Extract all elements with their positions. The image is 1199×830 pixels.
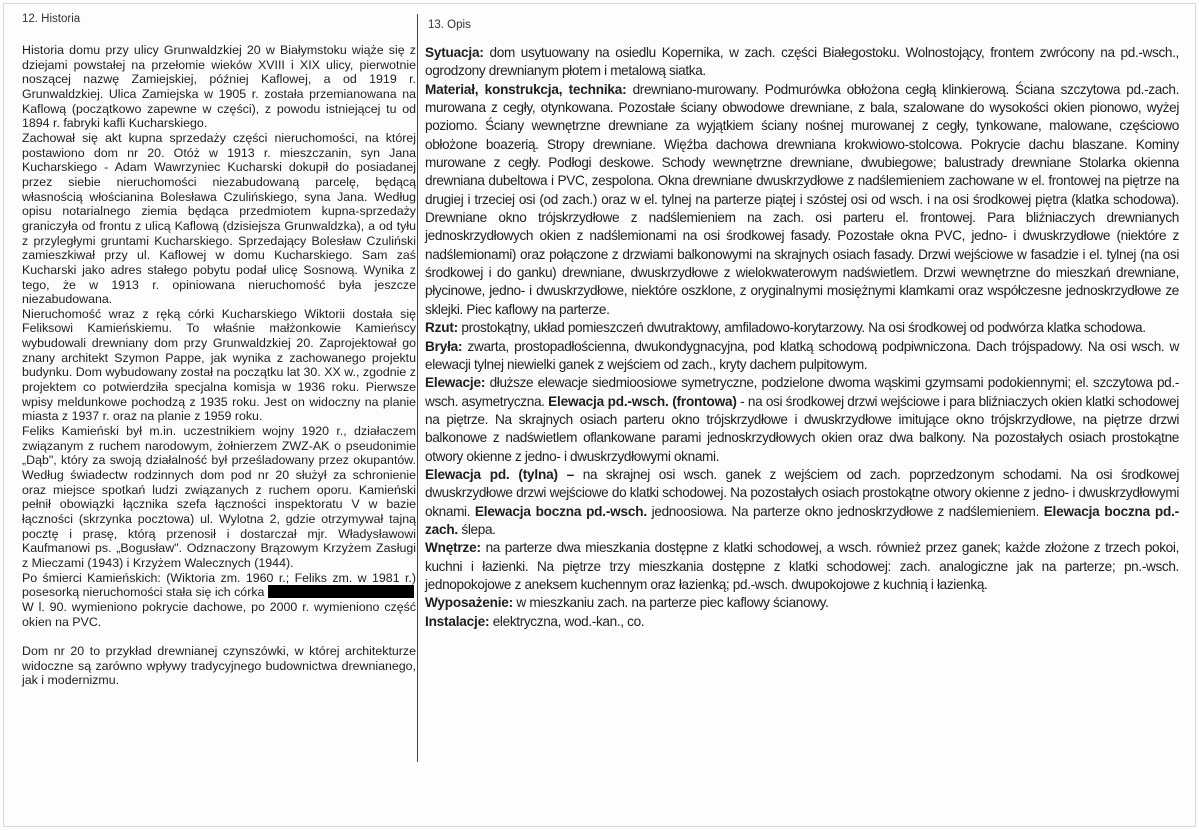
history-paragraph: Feliks Kamieński był m.in. uczestnikiem wojny 1920 r., działaczem związanym z ruchem narodowym, żołnierzem ZWZ-AK o pseudonimie „Dąb", który za swoją działalność był prześladowany przez okupantów. Według świadectw rodzinnych dom pod nr 20 służył za schronienie oraz miejsce spotkań ludzi związanych z ruchem oporu. Kamieński pełnił obowiązki łącznika szefa łączności inspektoratu V w bazie łączności (skrzynka pocztowa) ul. Wylotna 2, gdzie otrzymywał tajną pocztę i prasę, którą przenosił i dostarczał mjr. Władysławowi Kaufmanowi ps. „Bogusław". Odznaczony Brązowym Krzyżem Zasługi z Mieczami (1943) i Krzyżem Walecznych (1944). (22, 424, 416, 570)
description-text: jednoosiowa. Na parterze okno jednoskrzydłowe z nadślemieniem. (646, 503, 1044, 519)
description-text: elektryczna, wod.-kan., co. (489, 613, 645, 629)
description-label: Bryła: (425, 338, 463, 354)
description-label: Wnętrze: (425, 540, 481, 556)
history-paragraph: Zachował się akt kupna sprzedaży części nieruchomości, na której postawiono dom nr 20. Otóż w 1913 r. mieszczanin, syn Jana Kucharskiego - Adam Wawrzyniec Kucharski dokupił do posiadanej przez siebie nieruchomości niezabudowaną parcelę, będącą własnością włościanina Bolesława Czulińskiego, syna Jana. Według opisu notarialnego ziemia będąca przedmiotem kupna-sprzedaży graniczyła od frontu z ulicą Kaflową (dzisiejsza Grunwaldzka), a od tyłu z przyległymi gruntami Kucharskiego. Sprzedający Bolesław Czuliński zamieszkiwał przy ul. Kaflowej w domu Kucharskiego. Sam zaś Kucharski jako adres stałego pobytu podał ulicę Sosnową. Wynika z tego, że w 1913 r. opiniowana nieruchomość była jeszcze niezabudowana. (22, 130, 416, 307)
description-paragraph (425, 539, 1179, 594)
description-label: Sytuacja: (425, 45, 484, 60)
description-label: Materiał, konstrukcja, technika: (425, 81, 627, 97)
description-label: Elewacja boczna pd.-wsch. (474, 503, 647, 519)
history-paragraph: Historia domu przy ulicy Grunwaldzkiej 20 w Białymstoku wiąże się z dziejami powstałej na przełomie wieków XVIII i XIX ulicy, pierwotnie noszącej nazwę Zamiejskiej, później Kaflowej, a od 1919 r. Grunwaldzkiej. Ulica Zamiejska w 1905 r. została przemianowana na Kaflową (początkowo zapewne w części), z powodu istniejącej tu od 1894 r. fabryki kafli Kucharskiego. (22, 43, 416, 131)
description-text: w mieszkaniu zach. na parterze piec kaflowy ścianowy. (513, 595, 829, 611)
description-text: drewniano-murowany. Podmurówka obłożona cegłą klinkierową. Ściana szczytowa pd.-zach. murowana z cegły, otynkowana. Pozostałe ściany obwodowe drewniane, z bala, szalowane do wysokości okien pionowo, wyżej poziomo. Ściany wewnętrzne drewniane za wyjątkiem ściany nośnej murowanej z cegły, tynkowane, malowane, częściowo obłożone boazerią. Stropy drewniane. Więźba dachowa drewniana krokwiowo-stolcowa. Pokrycie dachu blaszane. Kominy murowane z cegły. Podłogi deskowe. Schody wewnętrzne drewniane, dwubiegowe; balustrady drewniane Stolarka okienna drewniana dubeltowa i PVC, zespolona. Okna drewniane dwuskrzydłowe z nadślemieniem zachowane w el. frontowej na piętrze na drugiej i trzeciej osi (od zach.) oraz w el. tylnej na parterze piątej i szóstej osi od wsch. i na osi środkowej piętra (klatka schodowa). Drewniane okno trójskrzydłowe z nadślemieniem na zach. osi parteru el. frontowej. Para bliźniaczych drewnianych jednoskrzydłowych okien z nadślemionami na osi środkowej fasady. Pozostałe okna PVC, jedno- i dwuskrzydłowe (niektóre z nadślemionami) oraz połączone z drzwiami balkonowymi na skrajnych osiach fasady. Drzwi wejściowe w fasadzie i el. tylnej (na osi środkowej i do ganku) drewniane, dwuskrzydłowe z wielokwaterowym nadświetlem. Drzwi wewnętrzne do mieszkań drewniane, płycinowe, jedno- i dwuskrzydłowe, niektóre oszklone, z oryginalnymi mosiężnymi klamkami oraz współczesne jednoskrzydłowe ze sklejki. Piec kaflowy na parterze. (425, 81, 1179, 317)
description-text: prostokątny, układ pomieszczeń dwutraktowy, amfiladowo-korytarzowy. Na osi środkowej od podwórza klatka schodowa. (457, 320, 1146, 336)
opis-column (425, 44, 1179, 631)
description-label: Rzut: (425, 320, 458, 336)
historia-column (22, 43, 416, 688)
description-text: ślepa. (458, 521, 496, 537)
description-label: Elewacja pd. (tylna) – (425, 466, 575, 482)
description-label: Elewacja boczna pd.-zach. (425, 503, 1179, 537)
description-paragraph (425, 338, 1179, 375)
description-paragraph (425, 44, 1179, 81)
ownership-text: Po śmierci Kamieńskich: (Wiktoria zm. 1960 r.; Feliks zm. w 1981 r.) posesorką nieruchomości stała się ich córka (22, 570, 416, 600)
description-label: Elewacja pd.-wsch. (frontowa) (548, 393, 737, 409)
section-heading-historia: 12. Historia (22, 13, 81, 25)
description-text: - na osi środkowej drzwi wejściowe i para bliźniaczych okien klatki schodowej na piętrze. Na skrajnych osiach parteru okno trójskrzydłowe i dwuskrzydłowe imitujące okno trójskrzydłowe, na piętrze drzwi balkonowe z nadświetlem oflankowane parami jednoskrzydłowych okien oraz dwa balkony. Na pozostałych osiach prostokątne otwory okienne z jedno- i dwuskrzydłowymi oknami. (425, 393, 1179, 464)
history-paragraph-closing: Dom nr 20 to przykład drewnianej czynszówki, w której architekturze widoczne są zarówno wpływy tradycyjnego budownictwa drewnianego, jak i modernizmu. (22, 643, 416, 688)
description-label: Wyposażenie: (425, 595, 513, 611)
description-paragraph (425, 81, 1179, 319)
description-paragraph (425, 319, 1179, 337)
description-text: zwarta, prostopadłościenna, dwukondygnacyjna, pod klatką schodową podpiwniczona. Dach trójspadowy. Na osi wsch. w elewacji tylnej niewielki ganek z wejściem od zach., kryty dachem pulpitowym. (425, 338, 1179, 372)
redaction-bar (268, 585, 414, 598)
description-text: na parterze dwa mieszkania dostępne z klatki schodowej, a wsch. również przez ganek; każde złożone z trzech pokoi, kuchni i łazienki. Na piętrze trzy mieszkania dostępne z klatki schodowej: zach. analogiczne jak na parterze; pn.-wsch. jednopokojowe z aneksem kuchennym oraz łazienką; pd.-wsch. dwupokojowe z kuchnią i łazienką. (425, 540, 1179, 592)
description-text: dom usytuowany na osiedlu Kopernika, w zach. części Białegostoku. Wolnostojący, frontem zwrócony na pd.-wsch., ogrodzony drewnianym płotem i metalową siatka. (425, 45, 1179, 79)
column-divider (417, 14, 418, 762)
description-label: Instalacje: (425, 613, 490, 629)
history-paragraph-ownership (22, 571, 416, 600)
description-paragraph (425, 466, 1179, 539)
history-paragraph: Nieruchomość wraz z ręką córki Kucharskiego Wiktorii dostała się Feliksowi Kamieńskiemu. To właśnie małżonkowie Kamieńscy wybudowali drewniany dom przy Grunwaldzkiej 20. Zaprojektował go znany architekt Szymon Pappe, jak wynika z zachowanego projektu budynku. Dom wybudowany został na początku lat 30. XX w., zgodnie z projektem co potwierdziła specjalna komisja w 1936 roku. Pierwsze wpisy meldunkowe pochodzą z 1935 roku. Jest on widoczny na planie miasta z 1937 r. oraz na planie z 1959 roku. (22, 306, 416, 424)
description-label: Elewacje: (425, 375, 486, 391)
section-heading-opis: 13. Opis (428, 19, 471, 31)
description-text: dłuższe elewacje siedmioosiowe symetryczne, podzielone dwoma wąskimi gzymsami podokiennymi; el. szczytowa pd.-wsch. asymetryczna. (425, 375, 1179, 409)
description-paragraph (425, 374, 1179, 466)
description-text: na skrajnej osi wsch. ganek z wejściem od zach. poprzedzonym schodami. Na osi środkowej dwuskrzydłowe drzwi wejściowe do klatki schodowej. Na pozostałych osiach prostokątne otwory okienne z jedno- i dwuskrzydłowymi oknami. (425, 466, 1179, 519)
history-paragraph-roof: W l. 90. wymieniono pokrycie dachowe, po 2000 r. wymieniono część okien na PVC. (22, 599, 416, 629)
description-paragraph (425, 594, 1179, 612)
description-paragraph (425, 613, 1179, 631)
